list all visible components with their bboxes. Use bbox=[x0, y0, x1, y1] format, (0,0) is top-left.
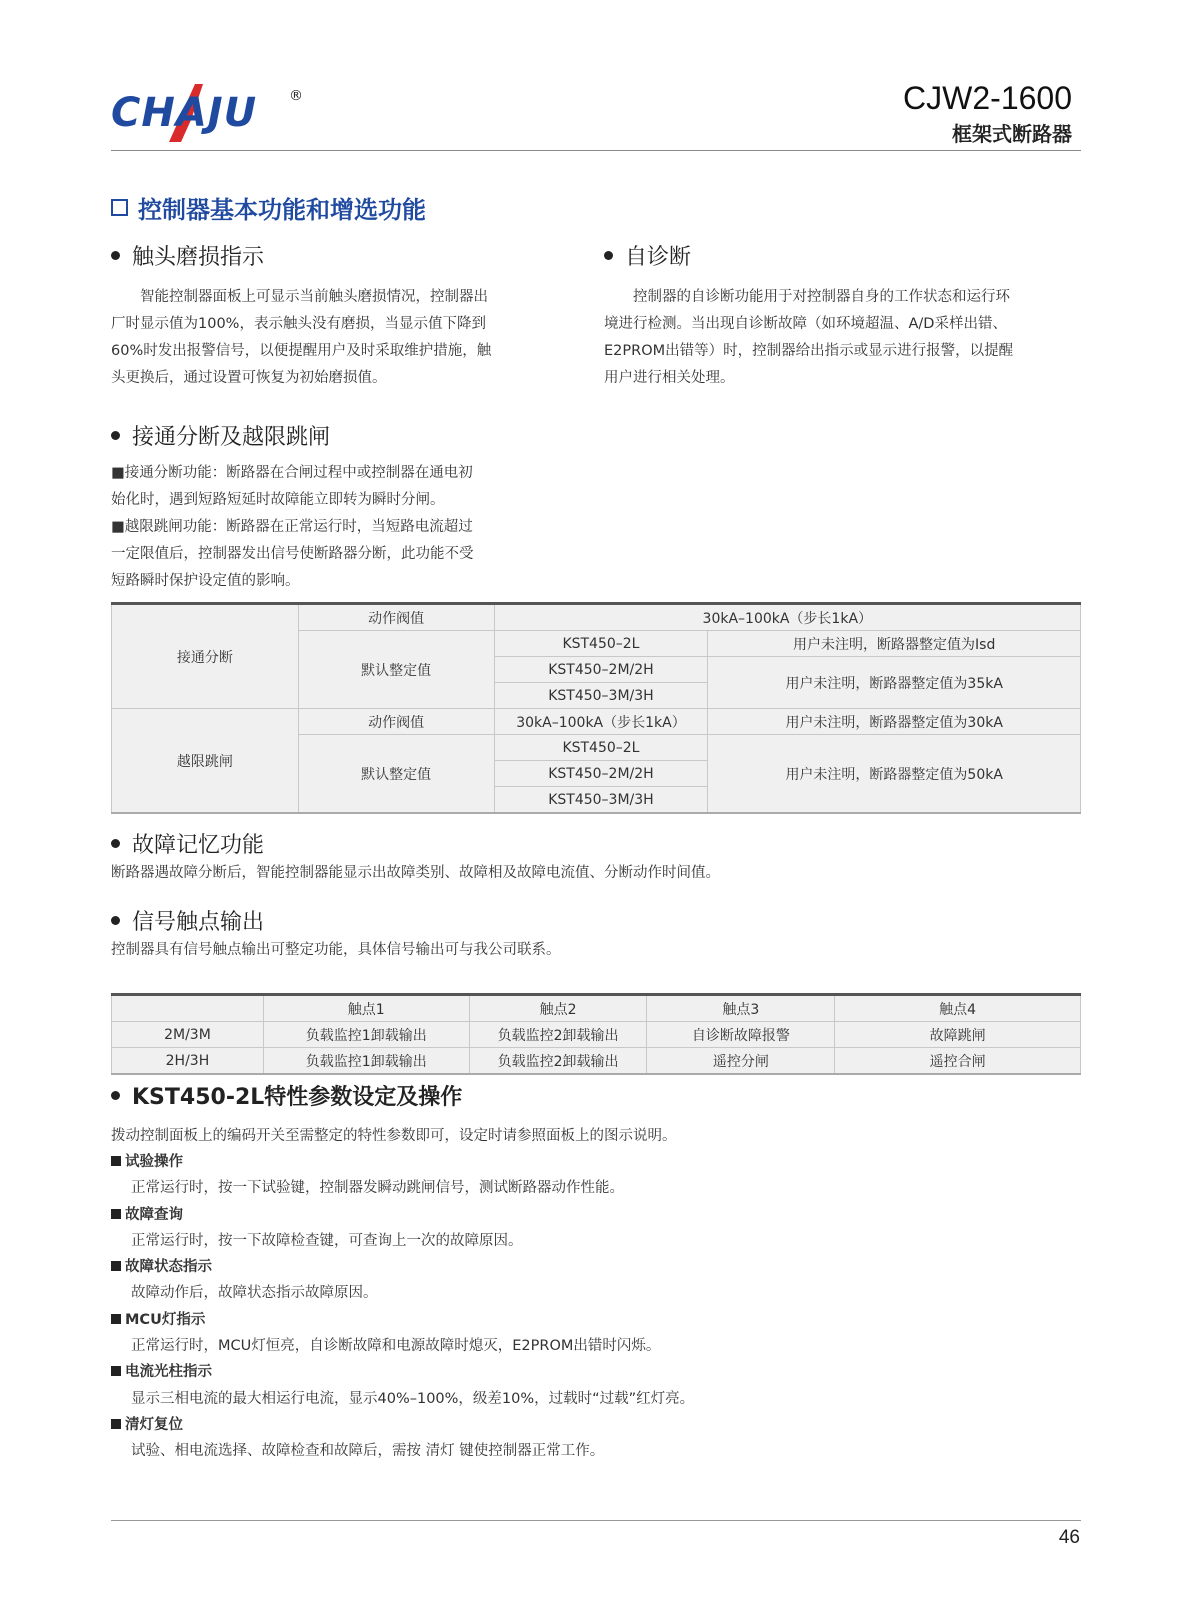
kst-item-title: 清灯复位 bbox=[125, 1416, 183, 1433]
wear-line: 厂时显示值为100%，表示触头没有磨损，当显示值下降到 bbox=[111, 316, 486, 332]
table-cell: KST450–2L bbox=[494, 631, 708, 657]
kst-item bbox=[111, 1149, 1081, 1175]
kst-item bbox=[111, 1412, 1081, 1438]
table-cell: 动作阀值 bbox=[298, 604, 494, 631]
table-cell: 30kA–100kA（步长1kA） bbox=[494, 709, 708, 735]
selfdiag-line: 控制器的自诊断功能用于对控制器自身的工作状态和运行环 bbox=[604, 289, 1010, 305]
signal-title: 信号触点输出 bbox=[132, 910, 265, 935]
selfdiag-heading bbox=[604, 240, 691, 271]
table-cell: KST450–2L bbox=[494, 735, 708, 761]
trip-paragraph bbox=[111, 460, 591, 595]
wear-line: 60%时发出报警信号，以便提醒用户及时采取维护措施，触 bbox=[111, 343, 492, 359]
table-header-cell: 触点1 bbox=[263, 995, 469, 1022]
table-cell: 越限跳闸 bbox=[112, 709, 299, 814]
table-header-cell: 触点3 bbox=[647, 995, 835, 1022]
table-header-row bbox=[112, 995, 1081, 1022]
kst-item-text: 正常运行时，按一下试验键，控制器发瞬动跳闸信号，测试断路器动作性能。 bbox=[131, 1180, 624, 1197]
product-name: 框架式断路器 bbox=[952, 122, 1072, 146]
table-cell: KST450–2M/2H bbox=[494, 657, 708, 683]
square-outline-icon bbox=[111, 199, 128, 216]
kst-item bbox=[111, 1307, 1081, 1333]
square-bullet-icon bbox=[111, 1366, 121, 1376]
bullet-icon bbox=[604, 251, 613, 260]
square-bullet-icon bbox=[111, 1419, 121, 1429]
table-cell: 用户未注明，断路器整定值为50kA bbox=[708, 735, 1081, 814]
wear-line: 头更换后，通过设置可恢复为初始磨损值。 bbox=[111, 370, 387, 386]
brand-name: CHAJU bbox=[111, 90, 258, 136]
table-cell: 负载监控1卸载输出 bbox=[263, 1048, 469, 1075]
table-cell: 遥控分闸 bbox=[647, 1048, 835, 1075]
table-cell: 动作阀值 bbox=[298, 709, 494, 735]
square-bullet-icon bbox=[111, 1156, 121, 1166]
selfdiag-line: 用户进行相关处理。 bbox=[604, 370, 735, 386]
table-cell: 30kA–100kA（步长1kA） bbox=[494, 604, 1080, 631]
table-row bbox=[112, 709, 1081, 735]
selfdiag-line: E2PROM出错等）时，控制器给出指示或显示进行报警，以提醒 bbox=[604, 343, 1014, 359]
wear-line: 智能控制器面板上可显示当前触头磨损情况，控制器出 bbox=[111, 289, 488, 305]
kst-item bbox=[111, 1254, 1081, 1280]
table-row bbox=[112, 604, 1081, 631]
kst-item-text: 正常运行时，按一下故障检查键，可查询上一次的故障原因。 bbox=[131, 1232, 523, 1249]
footer-divider bbox=[111, 1520, 1081, 1521]
registered-mark: ® bbox=[289, 88, 303, 104]
signal-heading bbox=[111, 905, 264, 936]
selfdiag-title: 自诊断 bbox=[625, 245, 692, 270]
bullet-icon bbox=[111, 1091, 120, 1100]
page-number: 46 bbox=[1058, 1527, 1080, 1548]
kst-item-title: 电流光柱指示 bbox=[125, 1364, 212, 1381]
table-cell: 故障跳闸 bbox=[835, 1022, 1081, 1048]
table-cell: KST450–3M/3H bbox=[494, 787, 708, 814]
table-cell: KST450–3M/3H bbox=[494, 683, 708, 709]
trip-line: 始化时，遇到短路短延时故障能立即转为瞬时分闸。 bbox=[111, 492, 445, 508]
kst-item-title: 故障状态指示 bbox=[125, 1259, 212, 1276]
table-cell: 用户未注明，断路器整定值为Isd bbox=[708, 631, 1081, 657]
trip-settings-table bbox=[111, 602, 1081, 814]
table-cell: 负载监控2卸载输出 bbox=[469, 1048, 647, 1075]
table-row bbox=[112, 1048, 1081, 1075]
bullet-icon bbox=[111, 431, 120, 440]
table-cell: 默认整定值 bbox=[298, 631, 494, 709]
table-cell: 默认整定值 bbox=[298, 735, 494, 814]
bullet-icon bbox=[111, 839, 120, 848]
wear-heading bbox=[111, 240, 264, 271]
table-cell: 2M/3M bbox=[112, 1022, 264, 1048]
trip-heading bbox=[111, 420, 330, 451]
section-title bbox=[111, 190, 426, 225]
table-row bbox=[112, 1022, 1081, 1048]
table-cell: 接通分断 bbox=[112, 604, 299, 709]
selfdiag-paragraph bbox=[604, 284, 1084, 392]
selfdiag-line: 境进行检测。当出现自诊断故障（如环境超温、A/D采样出错、 bbox=[604, 316, 1007, 332]
table-cell: KST450–2M/2H bbox=[494, 761, 708, 787]
kst-items bbox=[111, 1149, 1081, 1465]
trip-line: ■越限跳闸功能：断路器在正常运行时，当短路电流超过 bbox=[111, 519, 473, 535]
wear-paragraph bbox=[111, 284, 591, 392]
kst-item-text: 试验、相电流选择、故障检查和故障后，需按 清灯 键使控制器正常工作。 bbox=[131, 1443, 605, 1460]
kst-item-title: MCU灯指示 bbox=[125, 1311, 206, 1328]
table-header-cell bbox=[112, 995, 264, 1022]
signal-text: 控制器具有信号触点输出可整定功能，具体信号输出可与我公司联系。 bbox=[111, 942, 561, 958]
bullet-icon bbox=[111, 916, 120, 925]
trip-line: 一定限值后，控制器发出信号使断路器分断，此功能不受 bbox=[111, 546, 474, 562]
table-cell: 遥控合闸 bbox=[835, 1048, 1081, 1075]
kst-item bbox=[111, 1202, 1081, 1228]
table-cell: 自诊断故障报警 bbox=[647, 1022, 835, 1048]
model-number: CJW2-1600 bbox=[903, 80, 1072, 116]
memory-title: 故障记忆功能 bbox=[132, 833, 265, 858]
kst-item-text: 显示三相电流的最大相运行电流，显示40%–100%，级差10%，过载时“过载”红灯亮。 bbox=[131, 1390, 695, 1407]
section-title-text: 控制器基本功能和增选功能 bbox=[138, 196, 426, 224]
trip-line: 短路瞬时保护设定值的影响。 bbox=[111, 573, 300, 589]
brand-logo bbox=[111, 80, 311, 150]
table-header-cell: 触点4 bbox=[835, 995, 1081, 1022]
trip-title: 接通分断及越限跳闸 bbox=[132, 425, 331, 450]
kst-item-text: 故障动作后，故障状态指示故障原因。 bbox=[131, 1285, 378, 1302]
kst-item-title: 故障查询 bbox=[125, 1206, 183, 1223]
bullet-icon bbox=[111, 251, 120, 260]
kst-title: KST450-2L特性参数设定及操作 bbox=[132, 1085, 463, 1110]
table-cell: 用户未注明，断路器整定值为30kA bbox=[708, 709, 1081, 735]
table-cell: 负载监控2卸载输出 bbox=[469, 1022, 647, 1048]
table-header-cell: 触点2 bbox=[469, 995, 647, 1022]
kst-item bbox=[111, 1359, 1081, 1385]
kst-item-text: 正常运行时，MCU灯恒亮，自诊断故障和电源故障时熄灭，E2PROM出错时闪烁。 bbox=[131, 1338, 661, 1355]
kst-item-title: 试验操作 bbox=[125, 1154, 183, 1170]
table-cell: 用户未注明，断路器整定值为35kA bbox=[708, 657, 1081, 709]
trip-line: ■接通分断功能：断路器在合闸过程中或控制器在通电初 bbox=[111, 465, 473, 481]
kst-heading bbox=[111, 1080, 462, 1111]
square-bullet-icon bbox=[111, 1261, 121, 1271]
square-bullet-icon bbox=[111, 1314, 121, 1324]
memory-text: 断路器遇故障分断后，智能控制器能显示出故障类别、故障相及故障电流值、分断动作时间值。 bbox=[111, 865, 720, 881]
square-bullet-icon bbox=[111, 1209, 121, 1219]
wear-title: 触头磨损指示 bbox=[132, 245, 265, 270]
table-cell: 负载监控1卸载输出 bbox=[263, 1022, 469, 1048]
kst-intro: 拨动控制面板上的编码开关至需整定的特性参数即可，设定时请参照面板上的图示说明。 bbox=[111, 1128, 677, 1144]
signal-output-table bbox=[111, 993, 1081, 1075]
table-cell: 2H/3H bbox=[112, 1048, 264, 1075]
memory-heading bbox=[111, 828, 264, 859]
header-divider bbox=[111, 150, 1081, 151]
